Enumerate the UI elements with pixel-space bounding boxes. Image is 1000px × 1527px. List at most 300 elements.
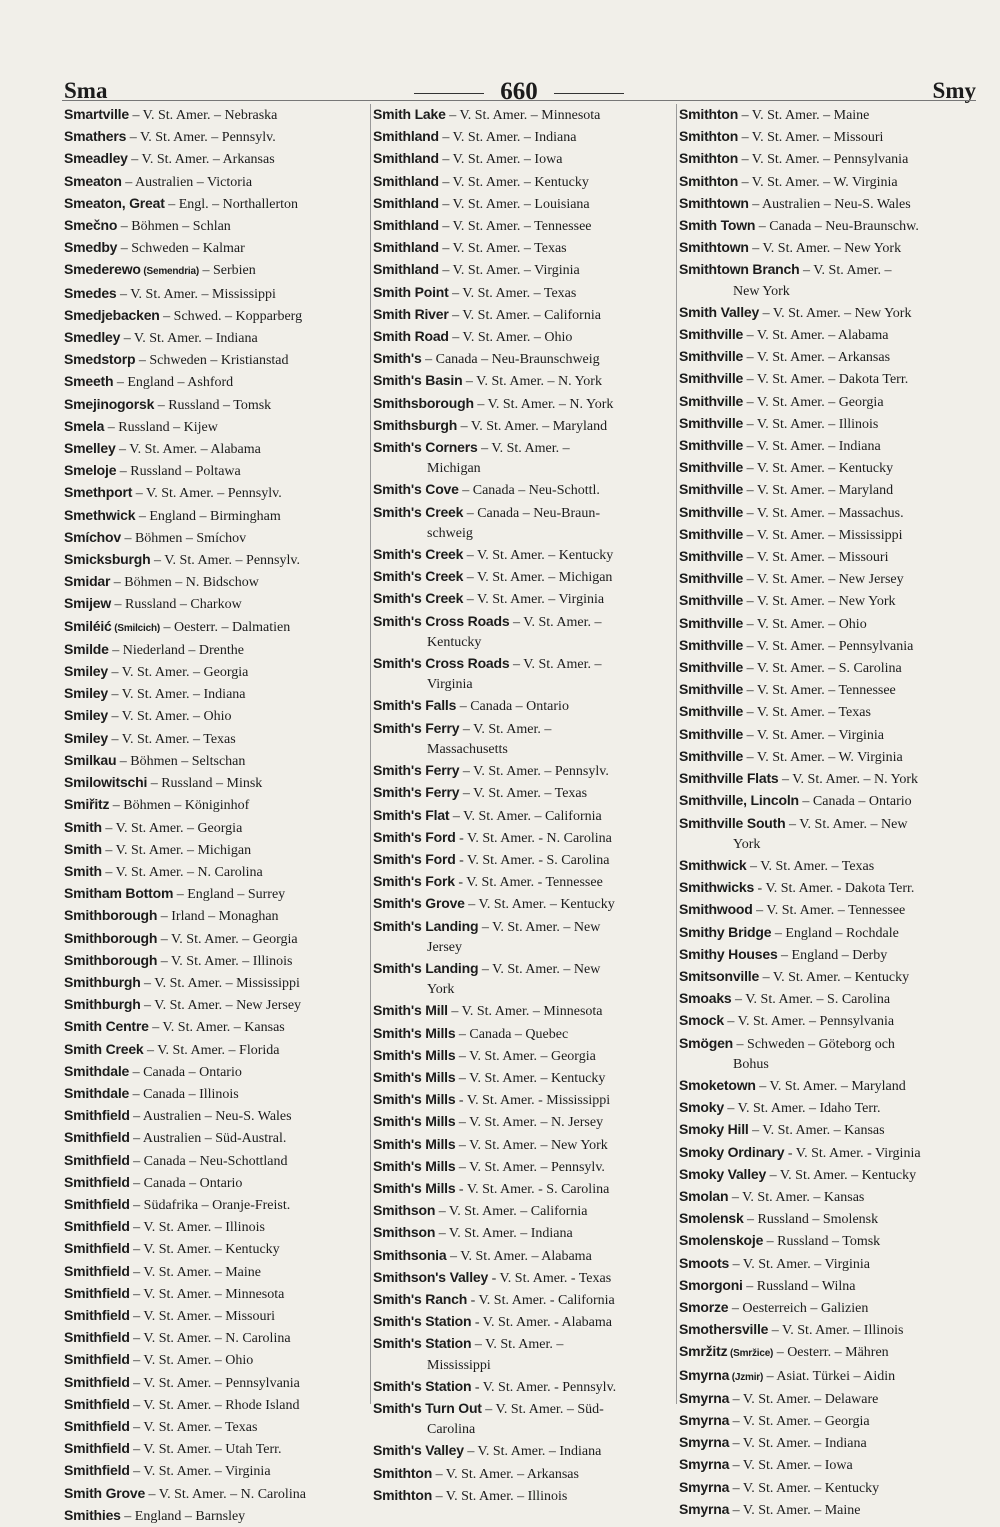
place-name: Smith's Landing [373, 959, 479, 976]
place-name: Smejinogorsk [64, 395, 155, 412]
place-location: – V. St. Amer. – New York [748, 241, 902, 257]
place-location: – V. St. Amer. – Pennsylvania [129, 1375, 300, 1391]
place-name: Smith's Mills [373, 1046, 456, 1063]
gazetteer-entry [64, 639, 364, 661]
place-location: – V. St. Amer. – Tennessee [743, 683, 896, 699]
place-name: Smyrna [679, 1478, 730, 1495]
place-name: Smithville, Lincoln [679, 792, 799, 809]
column-1 [64, 104, 364, 1524]
place-name: Smoky [679, 1099, 724, 1116]
place-name: Smith's Cross Roads [373, 612, 510, 629]
gazetteer-entry [371, 502, 671, 524]
place-name: Smithburgh [64, 973, 141, 990]
gazetteer-entry [677, 613, 977, 635]
place-location: – Oesterr. – Dalmatien [160, 619, 291, 635]
place-location: – England – Barnsley [120, 1508, 246, 1524]
gazetteer-entry [677, 813, 977, 835]
place-location: – Canada – Illinois [129, 1086, 239, 1102]
place-location: – V. St. Amer. – Kentucky [463, 548, 614, 564]
place-name: Smith Grove [64, 1484, 146, 1501]
gazetteer-entry [64, 683, 364, 705]
place-location: – Australien – Süd-Austral. [129, 1131, 287, 1147]
place-location: – V. St. Amer. – [471, 1337, 564, 1353]
gazetteer-entry [64, 1349, 364, 1371]
place-location: – Böhmen – Schlan [117, 219, 231, 235]
entry-continuation: Bohus [733, 1056, 769, 1072]
place-name: Smith's [373, 350, 422, 367]
place-name: Smith Town [679, 217, 756, 234]
place-name: Smith's Cross Roads [373, 655, 510, 672]
gazetteer-entry [677, 1297, 977, 1319]
place-name: Smiřitz [64, 796, 110, 813]
place-name: Smicksburgh [64, 551, 151, 568]
gazetteer-entry [677, 502, 977, 524]
gazetteer-entry [371, 805, 671, 827]
place-name: Smithland [373, 261, 439, 278]
place-location: – V. St. Amer. – Kentucky [759, 969, 910, 985]
place-name: Smithfield [64, 1151, 130, 1168]
place-location: – Engl. – Northallerton [164, 196, 299, 212]
place-name: Smeaton, Great [64, 194, 165, 211]
place-location: – Niederland – Drenthe [108, 642, 245, 658]
gazetteer-entry [371, 1245, 671, 1267]
place-name: Smothersville [679, 1321, 769, 1338]
gazetteer-entry [371, 653, 671, 675]
gazetteer-entry [371, 437, 671, 459]
place-name: Smelley [64, 440, 116, 457]
place-location: – V. St. Amer. – Missouri [743, 550, 889, 566]
alt-name: (Smilcich) [111, 622, 161, 634]
gazetteer-entry [677, 855, 977, 877]
place-name: Smithfield [64, 1417, 130, 1434]
place-location: - V. St. Amer. - S. Carolina [455, 1181, 610, 1197]
place-name: Smithville [679, 525, 744, 542]
place-location: – V. St. Amer. – Tennessee [752, 903, 906, 919]
place-location: – Canada – Neu-Braunschw. [755, 219, 919, 235]
place-name: Smithburgh [64, 996, 141, 1013]
gazetteer-entry [371, 566, 671, 588]
place-name: Smithland [373, 239, 439, 256]
place-location: - V. St. Amer. - N. Carolina [455, 830, 612, 846]
place-name: Smithville [679, 348, 744, 365]
gazetteer-entry [371, 171, 671, 193]
gazetteer-entry [64, 883, 364, 905]
place-location: – V. St. Amer. – Virginia [438, 263, 580, 279]
place-name: Smithsonia [373, 1246, 447, 1263]
place-location: – V. St. Amer. – Rhode Island [129, 1397, 300, 1413]
place-location: – V. St. Amer. – Arkansas [127, 152, 275, 168]
place-name: Smithwicks [679, 879, 755, 896]
gazetteer-entry [371, 916, 671, 938]
place-location: – V. St. Amer. – New [478, 961, 601, 977]
place-location: – Russland – Tomsk [154, 397, 272, 413]
place-name: Smyrna [679, 1456, 730, 1473]
place-name: Smithdale [64, 1084, 130, 1101]
gazetteer-entry [677, 1208, 977, 1230]
place-name: Smithville [679, 392, 744, 409]
place-name: Smedby [64, 239, 118, 256]
place-location: – Australien – Neu-S. Wales [129, 1109, 292, 1125]
place-location: – V. St. Amer. – Illinois [743, 416, 879, 432]
place-location: – Serbien [198, 263, 256, 279]
place-name: Smolan [679, 1187, 729, 1204]
place-name: Smithton [679, 106, 739, 122]
place-location: – V. St. Amer. – Georgia [101, 820, 243, 836]
place-location: – V. St. Amer. – Illinois [157, 953, 293, 969]
place-name: Smithfield [64, 1240, 130, 1257]
gazetteer-entry [371, 1134, 671, 1156]
gazetteer-entry [64, 1105, 364, 1127]
gazetteer-entry [677, 1477, 977, 1499]
place-name: Smith's Ferry [373, 762, 460, 779]
place-location: – V. St. Amer. – [459, 721, 552, 737]
gazetteer-entry [677, 457, 977, 479]
place-location: – V. St. Amer. – Georgia [729, 1413, 870, 1429]
gazetteer-entry [677, 679, 977, 701]
place-location: – England – Rochdale [771, 925, 899, 941]
gazetteer-entry [371, 871, 671, 893]
gazetteer-entry [371, 611, 671, 633]
gazetteer-entry [64, 126, 364, 148]
place-location: – V. St. Amer. – Kansas [748, 1123, 885, 1139]
gazetteer-entry [64, 772, 364, 794]
place-name: Smitham Bottom [64, 885, 174, 902]
gazetteer-entry [64, 571, 364, 593]
place-location: – V. St. Amer. – Texas [743, 705, 871, 721]
place-location: – V. St. Amer. – Pennsylv. [455, 1159, 605, 1175]
place-name: Smithville [679, 481, 744, 498]
place-name: Smeloje [64, 462, 117, 479]
place-name: Smith's Fork [373, 873, 455, 890]
gazetteer-entry [677, 259, 977, 281]
gazetteer-entry [371, 193, 671, 215]
place-location: – V. St. Amer. – Ohio [129, 1353, 254, 1369]
place-location: – Russland – Wilna [742, 1278, 856, 1294]
place-location: – Russland – Poltawa [116, 464, 241, 480]
place-name: Smoots [679, 1254, 730, 1271]
gazetteer-entry [371, 718, 671, 740]
gazetteer-entry [371, 1000, 671, 1022]
place-location: – V. St. Amer. – Massachus. [743, 505, 904, 521]
place-location: – V. St. Amer. – W. Virginia [743, 749, 903, 765]
place-name: Smidar [64, 573, 111, 590]
place-location: - V. St. Amer. - California [467, 1292, 615, 1308]
place-name: Smithville [679, 703, 744, 720]
place-location: – V. St. Amer. – N. Carolina [129, 1331, 291, 1347]
place-location: – Oesterr. – Mähren [773, 1345, 889, 1361]
place-name: Smith's Mills [373, 1091, 456, 1108]
place-location: – V. St. Amer. – Kentucky [455, 1070, 606, 1086]
entry-continuation: York [733, 836, 761, 852]
place-location: – V. St. Amer. – Alabama [115, 442, 261, 458]
gazetteer-entry [371, 588, 671, 610]
place-name: Smithfield [64, 1218, 130, 1235]
place-name: Smithton [373, 1464, 433, 1481]
gazetteer-entry [64, 1438, 364, 1460]
place-name: Smithson [373, 1224, 436, 1241]
place-location: – V. St. Amer. – Virginia [463, 592, 605, 608]
place-location: – England – Derby [777, 947, 888, 963]
header-rule [62, 100, 976, 101]
gazetteer-entry [371, 148, 671, 170]
gazetteer-entry [64, 104, 364, 126]
gazetteer-entry [64, 349, 364, 371]
gazetteer-entry [371, 1200, 671, 1222]
gazetteer-entry [64, 259, 364, 282]
place-name: Smith's Station [373, 1377, 472, 1394]
gazetteer-entry [677, 1097, 977, 1119]
place-name: Smögen [679, 1034, 734, 1051]
place-name: Smithland [373, 150, 439, 167]
place-name: Smoky Valley [679, 1165, 767, 1182]
place-location: – V. St. Amer. – Minnesota [447, 1004, 603, 1020]
gazetteer-entry [677, 104, 977, 126]
place-location: – V. St. Amer. – Indiana [438, 130, 577, 146]
place-location: – V. St. Amer. – Maine [129, 1264, 261, 1280]
place-location: – V. St. Amer. – Texas [107, 731, 236, 747]
place-name: Smith's Ford [373, 850, 456, 867]
gazetteer-entry [677, 1432, 977, 1454]
place-name: Smyrna [679, 1411, 730, 1428]
gazetteer-entry [371, 544, 671, 566]
place-location: – V. St. Amer. – [509, 614, 602, 630]
header-right-keyword: Smy [932, 78, 976, 103]
gazetteer-entry [677, 922, 977, 944]
gazetteer-entry [677, 1410, 977, 1432]
place-location: – V. St. Amer. – N. Carolina [101, 864, 263, 880]
place-name: Smithfield [64, 1107, 130, 1124]
gazetteer-entry [371, 760, 671, 782]
place-name: Smith [64, 840, 102, 857]
place-location: – V. St. Amer. – Texas [459, 786, 588, 802]
place-name: Smith's Station [373, 1335, 472, 1352]
place-name: Smithton [373, 1486, 433, 1503]
place-location: – V. St. Amer. – California [435, 1204, 588, 1220]
place-name: Smithville [679, 370, 744, 387]
gazetteer-entry [64, 237, 364, 259]
gazetteer-entry [64, 994, 364, 1016]
place-location: – England – Birmingham [135, 508, 281, 524]
place-location: – V. St. Amer. – Mississippi [140, 975, 300, 991]
place-location: – V. St. Amer. – Indiana [435, 1226, 573, 1242]
page-number-block [62, 78, 976, 106]
gazetteer-entry [677, 1365, 977, 1388]
place-location: – Australien – Neu-S. Wales [748, 196, 911, 212]
place-location: – V. St. Amer. – Maine [738, 108, 870, 123]
place-name: Smith Point [373, 283, 449, 300]
gazetteer-entry [371, 1289, 671, 1311]
gazetteer-entry [371, 695, 671, 717]
place-location: – V. St. Amer. – [509, 657, 602, 673]
place-location: – Schwed. – Kopparberg [159, 308, 303, 324]
place-name: Smiley [64, 685, 108, 702]
place-name: Smithland [373, 217, 439, 234]
place-location: – Canada – Quebec [455, 1026, 569, 1042]
gazetteer-entry [677, 1319, 977, 1341]
gazetteer-entry [677, 1142, 977, 1164]
place-location: – V. St. Amer. – N. Jersey [455, 1115, 604, 1131]
place-name: Smith Road [373, 328, 449, 345]
gazetteer-entry [64, 1016, 364, 1038]
place-location: – V. St. Amer. – Texas [448, 285, 577, 301]
place-location: – V. St. Amer. – Ohio [448, 330, 573, 346]
place-location: – V. St. Amer. – Tennessee [438, 219, 592, 235]
entry-continuation: schweig [427, 525, 473, 541]
gazetteer-entry [371, 393, 671, 415]
gazetteer-entry [64, 1483, 364, 1505]
place-location: – V. St. Amer. – Delaware [729, 1391, 879, 1407]
gazetteer-entry [371, 1333, 671, 1355]
place-location: – V. St. Amer. – New [785, 816, 908, 832]
place-location: – Canada – Neu-Schottland [129, 1153, 288, 1169]
gazetteer-entry [64, 794, 364, 816]
place-location: – V. St. Amer. – Ohio [743, 616, 867, 632]
gazetteer-entry [64, 593, 364, 615]
place-name: Smith's Ferry [373, 719, 460, 736]
place-name: Smithfield [64, 1395, 130, 1412]
place-name: Smithville [679, 659, 744, 676]
place-location: – V. St. Amer. – Arkansas [743, 350, 891, 366]
place-name: Smith's Grove [373, 895, 465, 912]
place-name: Smyrna [679, 1366, 730, 1383]
gazetteer-entry [677, 368, 977, 390]
gazetteer-entry [64, 616, 364, 639]
entry-continuation: New York [733, 283, 790, 299]
place-name: Smithland [373, 172, 439, 189]
gazetteer-entry [64, 482, 364, 504]
gazetteer-entry [64, 215, 364, 237]
place-location: – V. St. Amer. – Illinois [768, 1323, 904, 1339]
place-name: Smilkau [64, 751, 117, 768]
place-location: - V. St. Amer. - Virginia [784, 1145, 921, 1161]
place-name: Smijew [64, 595, 112, 612]
place-name: Smith's Mills [373, 1135, 456, 1152]
place-name: Smith's Ford [373, 828, 456, 845]
gazetteer-entry [677, 126, 977, 148]
place-location: – V. St. Amer. – Indiana [743, 439, 881, 455]
place-name: Smithville Flats [679, 770, 779, 787]
place-name: Smithfield [64, 1373, 130, 1390]
gazetteer-entry [677, 724, 977, 746]
alt-name: (Semendria) [140, 266, 199, 278]
place-location: – V. St. Amer. – California [448, 307, 601, 323]
gazetteer-entry [371, 1178, 671, 1200]
entry-continuation: Carolina [427, 1422, 476, 1438]
place-location: – V. St. Amer. – Maryland [755, 1078, 906, 1094]
gazetteer-entry [677, 1230, 977, 1252]
gazetteer-entry [677, 1341, 977, 1364]
gazetteer-entry [677, 746, 977, 768]
place-location: – England – Surrey [173, 887, 286, 903]
place-name: Smithville [679, 681, 744, 698]
gazetteer-entry [64, 1216, 364, 1238]
gazetteer-entry [371, 1463, 671, 1485]
place-location: – Russland – Charkow [111, 597, 242, 613]
place-location: – Canada – Neu-Schottl. [458, 483, 600, 499]
place-name: Smithborough [64, 951, 158, 968]
gazetteer-entry [371, 1222, 671, 1244]
place-name: Smeaton [64, 172, 122, 189]
place-location: – V. St. Amer. – Virginia [743, 727, 885, 743]
place-name: Smithville [679, 437, 744, 454]
gazetteer-entry [677, 479, 977, 501]
gazetteer-entry [64, 305, 364, 327]
gazetteer-entry [371, 1023, 671, 1045]
place-location: – Canada – Ontario [456, 699, 569, 715]
place-name: Smiley [64, 707, 108, 724]
gazetteer-entry [677, 524, 977, 546]
place-location: – Russland – Smolensk [743, 1212, 879, 1228]
gazetteer-entry [64, 1150, 364, 1172]
place-name: Smith's Cove [373, 481, 459, 498]
place-location: – Canada – Neu-Braun- [463, 505, 601, 521]
place-name: Smethport [64, 484, 133, 501]
place-name: Smithwood [679, 901, 753, 918]
place-location: – V. St. Amer. – Indiana [463, 1444, 602, 1460]
gazetteer-entry [371, 348, 671, 370]
gazetteer-entry [677, 657, 977, 679]
place-name: Smith's Flat [373, 806, 450, 823]
gazetteer-entry [677, 1164, 977, 1186]
place-location: – V. St. Amer. – New [478, 919, 601, 935]
gazetteer-entry [677, 1075, 977, 1097]
gazetteer-entry [371, 958, 671, 980]
gazetteer-entry [371, 304, 671, 326]
place-location: – V. St. Amer. – Pennsylvania [723, 1014, 895, 1030]
place-name: Smilde [64, 640, 109, 657]
gazetteer-entry [677, 391, 977, 413]
gazetteer-entry [371, 849, 671, 871]
place-location: – V. St. Amer. – Illinois [129, 1220, 265, 1236]
place-name: Smithland [373, 128, 439, 145]
place-name: Smith's Ranch [373, 1290, 468, 1307]
place-location: – Böhmen – Smíchov [120, 530, 247, 546]
gazetteer-entry [64, 1061, 364, 1083]
header-dash-right [554, 93, 624, 94]
gazetteer-entry [677, 1010, 977, 1032]
place-name: Smithfield [64, 1173, 130, 1190]
gazetteer-entry [677, 1186, 977, 1208]
place-name: Smithtown [679, 239, 749, 256]
place-location: – V. St. Amer. – New York [455, 1137, 608, 1153]
header-left-keyword: Sma [64, 78, 108, 103]
column-2 [370, 104, 671, 1504]
gazetteer-entry [64, 1238, 364, 1260]
place-name: Smithville [679, 636, 744, 653]
gazetteer-entry [64, 839, 364, 861]
gazetteer-entry [64, 1327, 364, 1349]
place-location: - V. St. Amer. - Dakota Terr. [754, 881, 915, 897]
place-name: Smela [64, 417, 105, 434]
gazetteer-entry [371, 1440, 671, 1462]
place-name: Smithfield [64, 1284, 130, 1301]
gazetteer-entry [64, 750, 364, 772]
place-location: – V. St. Amer. – New York [759, 305, 912, 321]
gazetteer-entry [64, 527, 364, 549]
place-name: Smithville [679, 326, 744, 343]
place-name: Smeeth [64, 373, 114, 390]
place-name: Smith's Station [373, 1313, 472, 1330]
place-name: Smithfield [64, 1351, 130, 1368]
place-name: Smithfield [64, 1129, 130, 1146]
gazetteer-entry [371, 370, 671, 392]
place-location: – V. St. Amer. – Kentucky [438, 174, 589, 190]
place-location: – V. St. Amer. – S. Carolina [731, 992, 891, 1008]
place-location: – V. St. Amer. – Kentucky [129, 1242, 280, 1258]
gazetteer-entry [64, 283, 364, 305]
place-location: – England – Ashford [113, 375, 234, 391]
gazetteer-entry [677, 966, 977, 988]
